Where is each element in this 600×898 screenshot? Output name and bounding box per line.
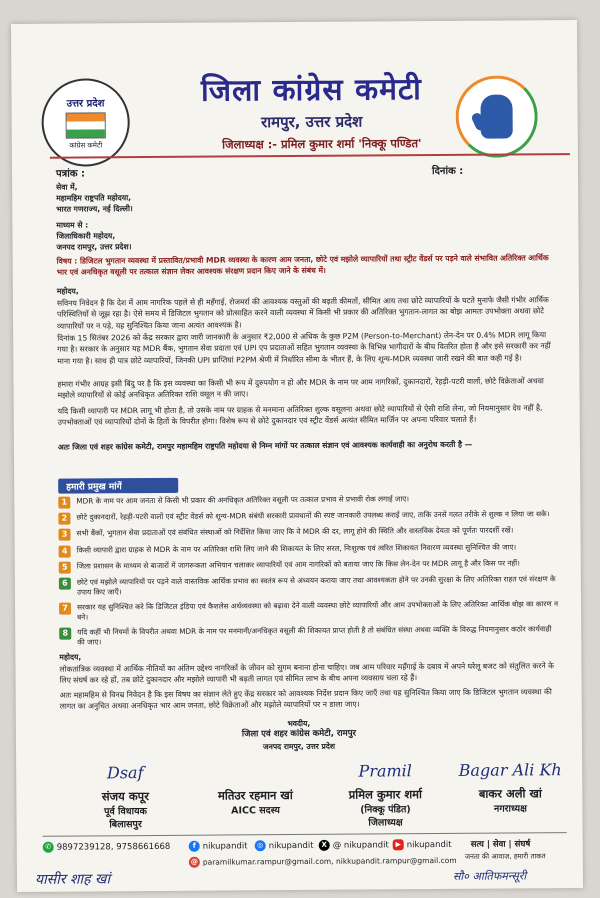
footer-phone [43, 841, 171, 853]
address-via: माध्यम से : [56, 220, 89, 230]
closing-paragraph-2: अतः महामहिम से विनम्र निवेदन है कि इस विषय का संज्ञान लेते हुए केंद्र सरकार को आवश्यक निर्देश प्रदान किए जाएँ तथा यह सुनिश्चित किया जाए कि डिजिटल भुगतान व्यवस्था की लागत का अनुचित अथवा अनधिकृत भार आम जनता, छोटे विक्रेताओं और मझोले व्यापारियों पर न डाला जाए। [59, 687, 552, 712]
demand-item [58, 509, 558, 524]
demand-number: 6 [59, 578, 71, 590]
signatory-place: जिलाध्यक्ष [368, 817, 403, 829]
signature-scrawl: Dsaf [106, 763, 144, 783]
demand-number: 1 [58, 497, 70, 509]
x-icon: X [319, 840, 330, 851]
org-location: रामपुर, उत्तर प्रदेश [260, 112, 363, 132]
signatory-role: नगराध्यक्ष [493, 803, 527, 815]
footer-facebook-1[interactable] [189, 840, 248, 851]
letterhead-page [11, 20, 583, 892]
demand-number: 5 [59, 561, 71, 573]
salutation: महोदय, [56, 286, 79, 296]
facebook-handle: nikupandit [202, 840, 248, 852]
demand-item [59, 526, 559, 541]
youtube-icon: ▶ [393, 839, 404, 850]
address-via2: जनपद रामपुर, उत्तर प्रदेश। [56, 242, 132, 252]
demand-text: यदि कहीं भी नियमों के विपरीत अथवा MDR के नाम पर मनमानी/अनधिकृत वसूली की शिकायत प्राप्त होती है तो संबंधित संस्था अथवा व्यक्ति के विरुद्ध नियमानुसार कठोर कार्यवाही की जाए। [77, 624, 552, 647]
signature-scrawl [190, 762, 320, 789]
signing-org: जिला एवं शहर कांग्रेस कमेटी, रामपुर [241, 728, 357, 740]
signatory [60, 763, 190, 831]
body-paragraph-5: अतः जिला एवं शहर कांग्रेस कमेटी, रामपुर महामहिम राष्ट्रपति महोदया से निम्न मांगों पर तत्काल संज्ञान एवं आवश्यक कार्यवाही का अनुरोध करती है — [57, 439, 473, 452]
address-to: सेवा में, [56, 182, 78, 192]
demand-number: 4 [59, 545, 71, 557]
demand-text: MDR के नाम पर आम जनता से किसी भी प्रकार की अनधिकृत अतिरिक्त वसूली पर तत्काल प्रभाव से प्रभावी रोक लगाई जाए। [76, 494, 410, 506]
demand-item [59, 558, 559, 573]
demand-text: जिला प्रशासन के माध्यम से बाजारों में जागरूकता अभियान चलाकर व्यापारियों एवं आम नागरिकों को बताया जाए कि किस लेन-देन पर MDR लागू है और किस पर नहीं। [76, 558, 520, 571]
demand-item [59, 574, 559, 598]
demands-heading: हमारी प्रमुख मांगें [58, 478, 178, 494]
signature-block [60, 760, 571, 840]
demand-number: 2 [58, 513, 70, 525]
address-line2: भारत गणराज्य, नई दिल्ली। [56, 204, 133, 214]
body-paragraph-4: यदि किसी व्यापारी पर MDR लागू भी होता है, तो उसके नाम पर ग्राहक से मनमाना अतिरिक्त शुल्क वसूलना अथवा छोटे व्यापारियों से ऐसी राशि लेना, जो नियमानुसार देय नहीं है, उपभोक्ताओं एवं व्यापारियों दोनों के हितों के विपरीत होगा। विशेष रूप से छोटे दुकानदार एवं स्ट्रीट वेंडर्स अत्यंत सीमित मार्जिन पर अपना परिवार चलाते हैं। [57, 403, 543, 428]
email-addresses: paramilkumar.rampur@gmail.com, nikkupandit.rampur@gmail.com [202, 855, 457, 867]
district-president: जिलाध्यक्ष :- प्रमिल कुमार शर्मा 'निक्कू पण्डित' [222, 136, 422, 152]
motto-tagline: जनता की आवाज़, हमारी ताकत [464, 852, 546, 861]
signatory-name: बाकर अली खां [478, 786, 542, 801]
closing-paragraph-1: लोकतांत्रिक व्यवस्था में आर्थिक नीतियों का अंतिम उद्देश्य नागरिकों के जीवन को सुगम बनाना होना चाहिए। जब आम परिवार महँगाई के दबाव में अपने घरेलू बजट को संतुलित करने के लिए संघर्ष कर रहे हों, तब छोटे दुकानदार और मझोले व्यापारी भी बढ़ती लागत एवं सीमित लाभ के बीच अपना व्यवसाय चला रहे हैं। [59, 661, 554, 686]
signatory [190, 762, 320, 817]
signatory-name: प्रमिल कुमार शर्मा [348, 787, 423, 802]
demands-list [58, 493, 559, 652]
footer-facebook-2[interactable] [255, 840, 314, 851]
demand-number: 8 [59, 628, 71, 640]
congress-hand-logo [455, 75, 538, 158]
instagram-handle: nikupandit [268, 840, 314, 851]
instagram-icon: ◎ [255, 840, 266, 851]
demand-text: छोटे दुकानदारों, रेहड़ी-पटरी वालों एवं स्ट्रीट वेंडर्स को शून्य-MDR संबंधी सरकारी प्रावधानों की स्पष्ट जानकारी उपलब्ध कराई जाए, ताकि उनसे गलत तरीके से शुल्क न लिया जा सके। [76, 509, 550, 522]
address-line1: महामहिम राष्ट्रपति महोदया, [56, 193, 132, 203]
signatory [450, 760, 570, 815]
address-via1: जिलाधिकारी महोदय, [56, 231, 116, 241]
body-paragraph-1: सविनय निवेदन है कि देश में आम नागरिक पहले से ही महँगाई, रोजमर्रा की आवश्यक वस्तुओं की बढ़ती कीमतों, सीमित आय तथा छोटे व्यापारियों के घटते मुनाफे जैसी गंभीर आर्थिक परिस्थितियों से जूझ रहा है। ऐसे समय में डिजिटल भुगतान को प्रोत्साहित करने वाली व्यवस्था में किसी भी प्रकार की अतिरिक्त भुगतान-लागत का बोझ आमतः उपभोक्ता अथवा छोटे व्यापारियों पर न पड़े, यह सुनिश्चित किया जाना अत्यंत आवश्यक है। [56, 295, 549, 331]
hand-icon [480, 94, 512, 138]
signatory-name: मतिउर रहमान खां [217, 788, 293, 803]
footer-x[interactable] [319, 839, 389, 850]
x-handle: @ nikupandit [332, 839, 389, 851]
handwritten-note-right: सौ० आतिफमन्सूरी [452, 869, 527, 883]
motto: सत्य | सेवा | संघर्ष [470, 839, 531, 850]
signature-scrawl: Bagar Ali Kh [458, 760, 562, 780]
logo-left-bottom-text: कांग्रेस कमेटी [69, 140, 103, 150]
demand-item [59, 624, 559, 648]
youtube-handle: nikupandit [406, 839, 452, 850]
phone-number: 9897239128, 9758661668 [56, 841, 171, 853]
patrank-label: पत्रांक : [55, 168, 86, 180]
signatory-name: संजय कपूर [101, 789, 149, 804]
facebook-icon: f [189, 841, 200, 852]
flag-icon [66, 112, 106, 138]
signatory-role: AICC सदस्य [231, 805, 280, 817]
demand-text: सभी बैंकों, भुगतान सेवा प्रदाताओं एवं संबंधित संस्थाओं को निर्देशित किया जाए कि वे MDR की दर, लागू होने की स्थिति और वास्तविक देयता को पूर्णतः पारदर्शी रखें। [76, 525, 514, 538]
signatory-role: पूर्व विधायक [104, 806, 147, 818]
signatory-place: बिलासपुर [109, 819, 142, 831]
signature-scrawl: Pramil [358, 761, 412, 781]
subject-line: विषय : डिजिटल भुगतान व्यवस्था में प्रस्तावित/प्रभावी MDR व्यवस्था के कारण आम जनता, छोटे एवं मझोले व्यापारियों तथा स्ट्रीट वेंडर्स पर पड़ने वाले संभावित अतिरिक्त आर्थिक भार एवं अनधिकृत वसूली पर तत्काल संज्ञान लेकर आवश्यक संरक्षण प्रदान किए जाने के संबंध में। [56, 253, 549, 278]
signatory [320, 761, 450, 829]
email-icon: @ [189, 857, 200, 868]
handwritten-note-left: यासीर शाह खां [34, 871, 111, 888]
demand-number: 7 [59, 603, 71, 615]
dinank-label: दिनांक : [431, 165, 464, 178]
logo-left-top-text: उत्तर प्रदेश [66, 97, 105, 110]
signatory-role: (निक्कू पंडित) [360, 804, 411, 816]
demand-text: सरकार यह सुनिश्चित करे कि डिजिटल इंडिया एवं कैशलेस अर्थव्यवस्था को बढ़ावा देने वाली व्यवस्था छोटे व्यापारियों और आम उपभोक्ताओं के लिए अतिरिक्त आर्थिक बोझ का कारण न बने। [77, 599, 559, 622]
letterhead-header [11, 20, 578, 152]
footer-youtube[interactable] [393, 839, 452, 850]
whatsapp-icon: ✆ [43, 842, 54, 853]
body-paragraph-3: हमारा गंभीर आग्रह इसी बिंदु पर है कि इस व्यवस्था का किसी भी रूप में दुरुपयोग न हो और MDR के नाम पर आम नागरिकों, दुकानदारों, रेहड़ी-पटरी वालों, छोटे विक्रेताओं अथवा मझोले व्यापारियों से कोई अनधिकृत अतिरिक्त राशि वसूल न की जाए। [57, 376, 544, 401]
signing-org-location: जनपद रामपुर, उत्तर प्रदेश [262, 741, 336, 752]
footer-email[interactable] [189, 855, 457, 868]
bhavdiya: भवदीय, [287, 718, 311, 729]
demand-number: 3 [59, 529, 71, 541]
demand-text: किसी व्यापारी द्वारा ग्राहक से MDR के नाम पर अतिरिक्त राशि लिए जाने की शिकायत के लिए सरल, निःशुल्क एवं त्वरित शिकायत निवारण व्यवस्था सुनिश्चित की जाए। [76, 542, 517, 555]
demand-text: छोटे एवं मझोले व्यापारियों पर पड़ने वाले वास्तविक आर्थिक प्रभाव का स्वतंत्र रूप से अध्ययन कराया जाए तथा आवश्यकता होने पर उनकी सुरक्षा के लिए अतिरिक्त राहत एवं संरक्षण के उपाय किए जाएँ। [76, 574, 556, 597]
closing-salutation: महोदय, [59, 652, 82, 662]
demand-item [58, 493, 558, 508]
org-title: जिला कांग्रेस कमेटी [200, 72, 423, 109]
body-paragraph-2: दिनांक 15 सितंबर 2026 को केंद्र सरकार द्वारा जारी जानकारी के अनुसार ₹2,000 से अधिक के कुछ P2M (Person-to-Merchant) लेन-देन पर 0.4% MDR लागू किया गया है। सरकार के अनुसार यह MDR बैंक, भुगतान सेवा प्रदाता एवं UPI एप प्रदाताओं सहित भुगतान व्यवस्था के विभिन्न भागीदारों के बीच वितरित होता है और इसे सरकारी कर नहीं माना गया है। साथ ही पात्र छोटे व्यापारियों, जिनकी UPI प्राप्तियां P2PM श्रेणी में निर्धारित सीमा के भीतर हैं, के लिए शून्य-MDR व्यवस्था जारी रखने की बात कही गई है। [57, 330, 551, 366]
demand-item [59, 599, 559, 623]
demand-item [59, 542, 559, 557]
up-congress-logo [41, 78, 130, 167]
